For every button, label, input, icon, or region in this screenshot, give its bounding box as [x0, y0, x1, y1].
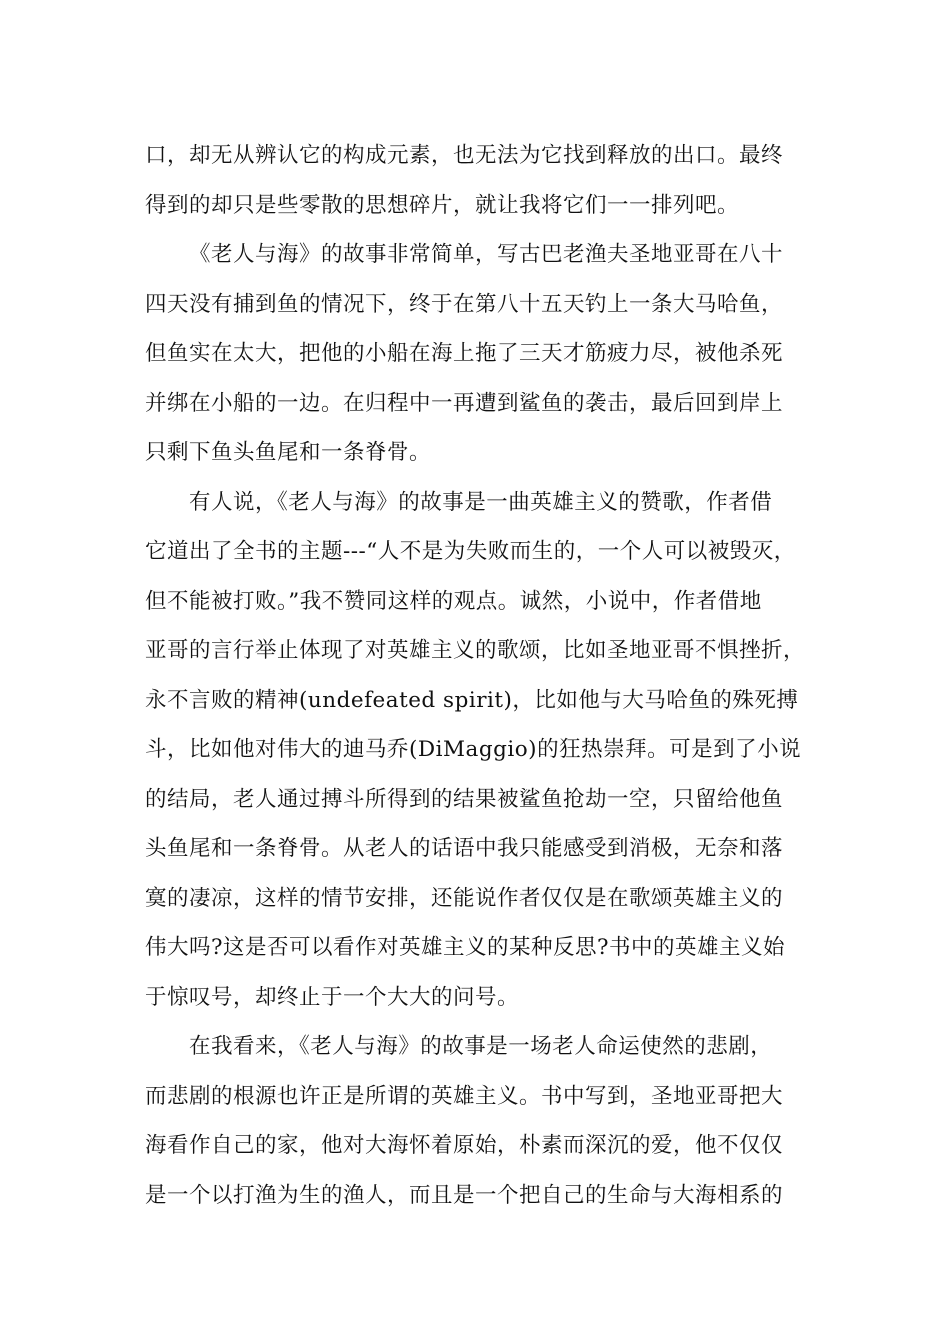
text-line: 寞的凄凉，这样的情节安排，还能说作者仅仅是在歌颂英雄主义的 [145, 885, 784, 911]
paragraph-2 [145, 230, 825, 478]
text-line: 是一个以打渔为生的渔人，而且是一个把自己的生命与大海相系的 [145, 1182, 784, 1208]
paragraph-1 [145, 131, 825, 230]
text-line: 在我看来，《老人与海》的故事是一场老人命运使然的悲剧， [189, 1034, 773, 1059]
text-line: 的结局，老人通过搏斗所得到的结果被鲨鱼抢劫一空，只留给他鱼 [145, 786, 784, 812]
text-line: 口，却无从辨认它的构成元素，也无法为它找到释放的出口。最终 [145, 143, 784, 168]
text-line: 只剩下鱼头鱼尾和一条脊骨。 [145, 440, 432, 465]
text-line: 《老人与海》的故事非常简单，写古巴老渔夫圣地亚哥在八十 [189, 242, 784, 267]
paragraph-3 [145, 478, 825, 1023]
text-line: 但不能被打败。”我不赞同这样的观点。诚然，小说中，作者借地 [145, 588, 762, 614]
text-line: 并绑在小船的一边。在归程中一再遭到鲨鱼的袭击，最后回到岸上 [145, 390, 784, 416]
text-line: 亚哥的言行举止体现了对英雄主义的歌颂，比如圣地亚哥不惧挫折， [145, 638, 806, 663]
text-line: 而悲剧的根源也许正是所谓的英雄主义。书中写到，圣地亚哥把大 [145, 1083, 784, 1109]
text-line: 永不言败的精神(undefeated spirit)，比如他与大马哈鱼的殊死搏 [145, 687, 799, 713]
text-line: 于惊叹号，却终止于一个大大的问号。 [145, 984, 520, 1010]
text-line: 但鱼实在太大，把他的小船在海上拖了三天才筋疲力尽，被他杀死 [145, 341, 784, 366]
document-body [145, 131, 825, 1220]
paragraph-4 [145, 1022, 825, 1220]
text-line: 它道出了全书的主题---“人不是为失败而生的，一个人可以被毁灭， [145, 539, 796, 564]
text-line: 海看作自己的家，他对大海怀着原始，朴素而深沉的爱，他不仅仅 [145, 1133, 784, 1158]
text-line: 得到的却只是些零散的思想碎片，就让我将它们一一排列吧。 [145, 192, 740, 218]
text-line: 伟大吗?这是否可以看作对英雄主义的某种反思?书中的英雄主义始 [145, 935, 786, 960]
text-line: 斗，比如他对伟大的迪马乔(DiMaggio)的狂热崇拜。可是到了小说 [145, 737, 802, 762]
text-line: 有人说，《老人与海》的故事是一曲英雄主义的赞歌，作者借 [189, 489, 773, 515]
text-line: 头鱼尾和一条脊骨。从老人的话语中我只能感受到消极，无奈和落 [145, 836, 784, 861]
text-line: 四天没有捕到鱼的情况下，终于在第八十五天钓上一条大马哈鱼， [145, 291, 784, 317]
